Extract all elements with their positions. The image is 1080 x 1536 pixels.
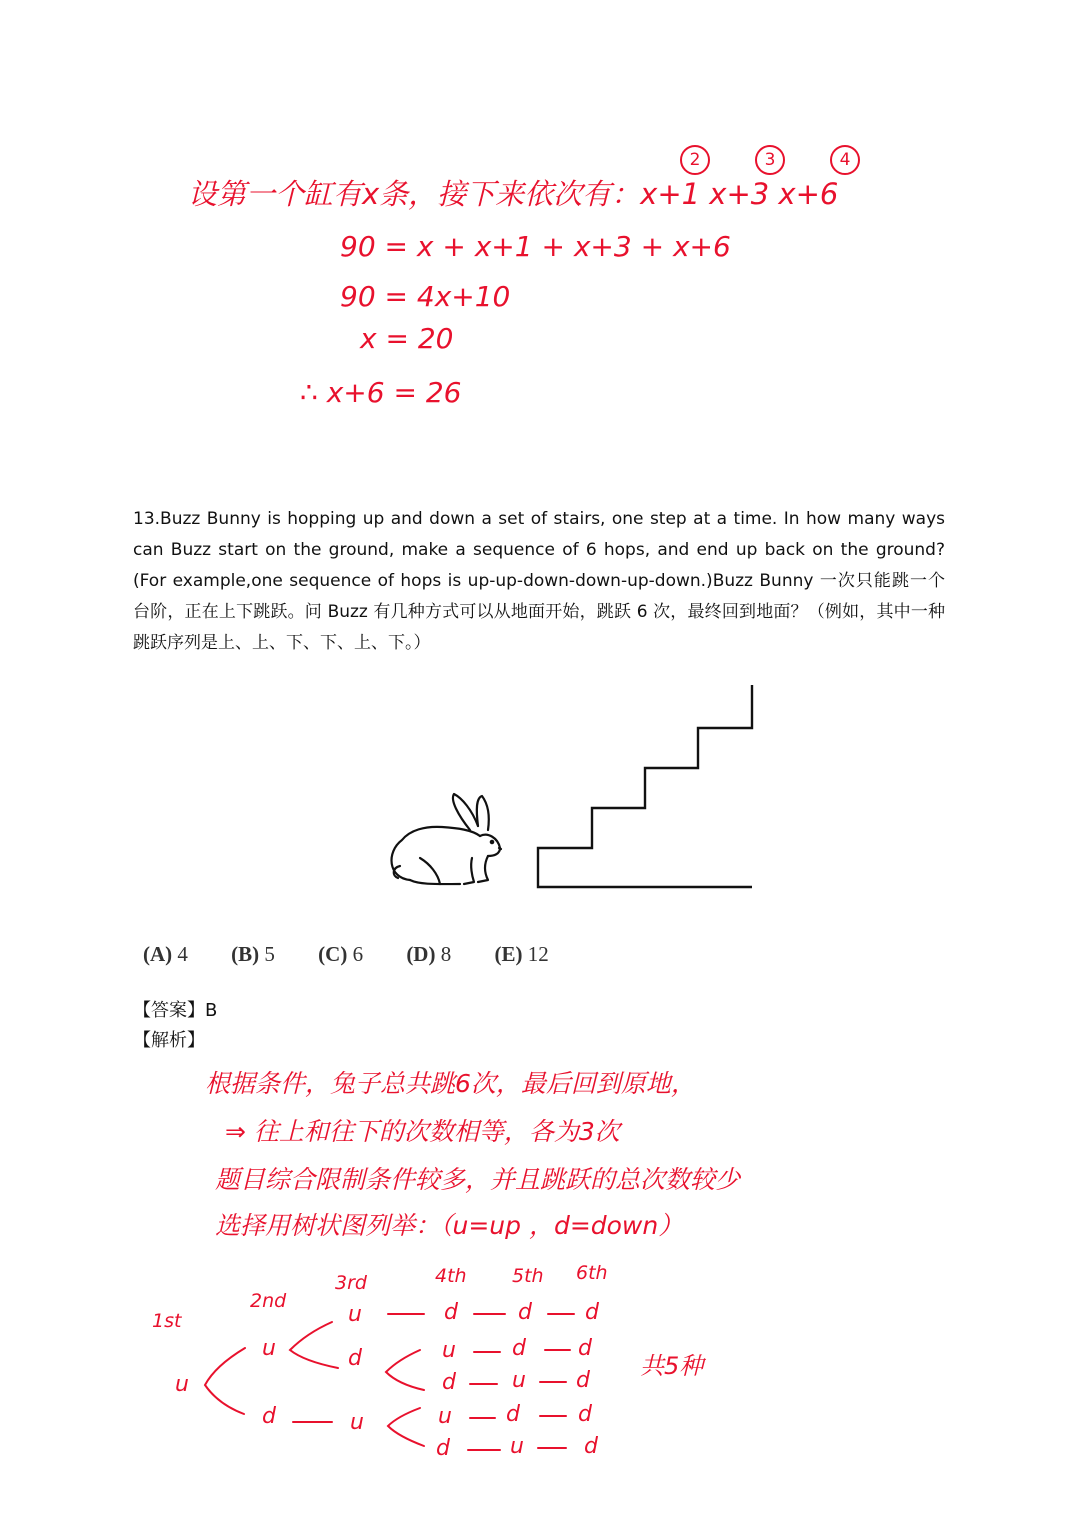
tree-row2-6th: d (578, 1336, 592, 1361)
tree-header-2nd: 2nd (250, 1290, 287, 1312)
circled-number-2: 2 (680, 145, 710, 175)
circled-number-4: 4 (830, 145, 860, 175)
tree-header-4th: 4th (435, 1265, 467, 1287)
answer-value: B (205, 1000, 218, 1021)
choice-b: (B) 5 (231, 942, 275, 966)
note-top-line4: x = 20 (360, 322, 454, 355)
tree-row5-4th: d (436, 1436, 450, 1461)
tree-header-5th: 5th (512, 1265, 544, 1287)
note-bottom-line4: 选择用树状图列举：（u=up ，d=down） (215, 1211, 684, 1240)
tree-row3-4th: d (442, 1370, 456, 1395)
note-top-line1: 设第一个缸有x条，接下来依次有：x+1 x+3 x+6 (188, 177, 839, 211)
note-top-line2: 90 = x + x+1 + x+3 + x+6 (340, 230, 731, 263)
question-text-en: Buzz Bunny is hopping up and down a set of stairs, one step at a time. In how many ways can Buzz start on the ground, make a sequence of 6 hops, and end up back on the ground?(For example,one sequence of hops is up-up-down-down-up-down.) (133, 509, 945, 591)
tree-node-1st: u (175, 1372, 189, 1397)
tree-node-2nd-u: u (262, 1336, 276, 1361)
choice-d: (D) 8 (406, 942, 452, 966)
tree-row1-6th: d (585, 1300, 599, 1325)
tree-header-3rd: 3rd (335, 1272, 367, 1294)
tree-row2-4th: u (442, 1338, 456, 1363)
question-text-zh: Buzz Bunny 一次只能跳一个台阶，正在上下跳跃。问 Buzz 有几种方式可以从地面开始，跳跃 6 次，最终回到地面？（例如，其中一种跳跃序列是上、上、下、下、上、下。） (133, 571, 945, 653)
note-bottom-line1: 根据条件，兔子总共跳6次，最后回到原地， (205, 1069, 696, 1098)
tree-row4-4th: u (438, 1404, 452, 1429)
question-number: 13. (133, 509, 161, 529)
tree-row2-5th: d (512, 1336, 526, 1361)
note-top-line3: 90 = 4x+10 (340, 280, 511, 313)
circled-number-3: 3 (755, 145, 785, 175)
tree-row1-5th: d (518, 1300, 532, 1325)
analysis-label: 【解析】 (133, 1030, 205, 1051)
tree-node-3rd-du: u (350, 1410, 364, 1435)
tree-row5-6th: d (584, 1434, 598, 1459)
note-bottom-line2: ⇒ 往上和往下的次数相等，各为3次 (225, 1117, 620, 1146)
tree-row1-4th: d (444, 1300, 458, 1325)
tree-total: 共5种 (640, 1352, 704, 1380)
tree-header-6th: 6th (576, 1262, 608, 1284)
choice-c: (C) 6 (318, 942, 364, 966)
tree-row3-6th: d (576, 1368, 590, 1393)
tree-row4-5th: d (506, 1402, 520, 1427)
tree-node-3rd-uu: u (348, 1302, 362, 1327)
choice-e: (E) 12 (494, 942, 549, 966)
tree-row5-5th: u (510, 1434, 524, 1459)
tree-node-3rd-ud: d (348, 1346, 362, 1371)
note-top-line5: ∴ x+6 = 26 (300, 376, 462, 409)
tree-row4-6th: d (578, 1402, 592, 1427)
note-bottom-line3: 题目综合限制条件较多，并且跳跃的总次数较少 (215, 1165, 741, 1194)
answer-label: 【答案】 (133, 1000, 205, 1021)
choice-a: (A) 4 (143, 942, 188, 966)
tree-header-1st: 1st (152, 1310, 182, 1332)
tree-row3-5th: u (512, 1368, 526, 1393)
tree-node-2nd-d: d (262, 1404, 276, 1429)
